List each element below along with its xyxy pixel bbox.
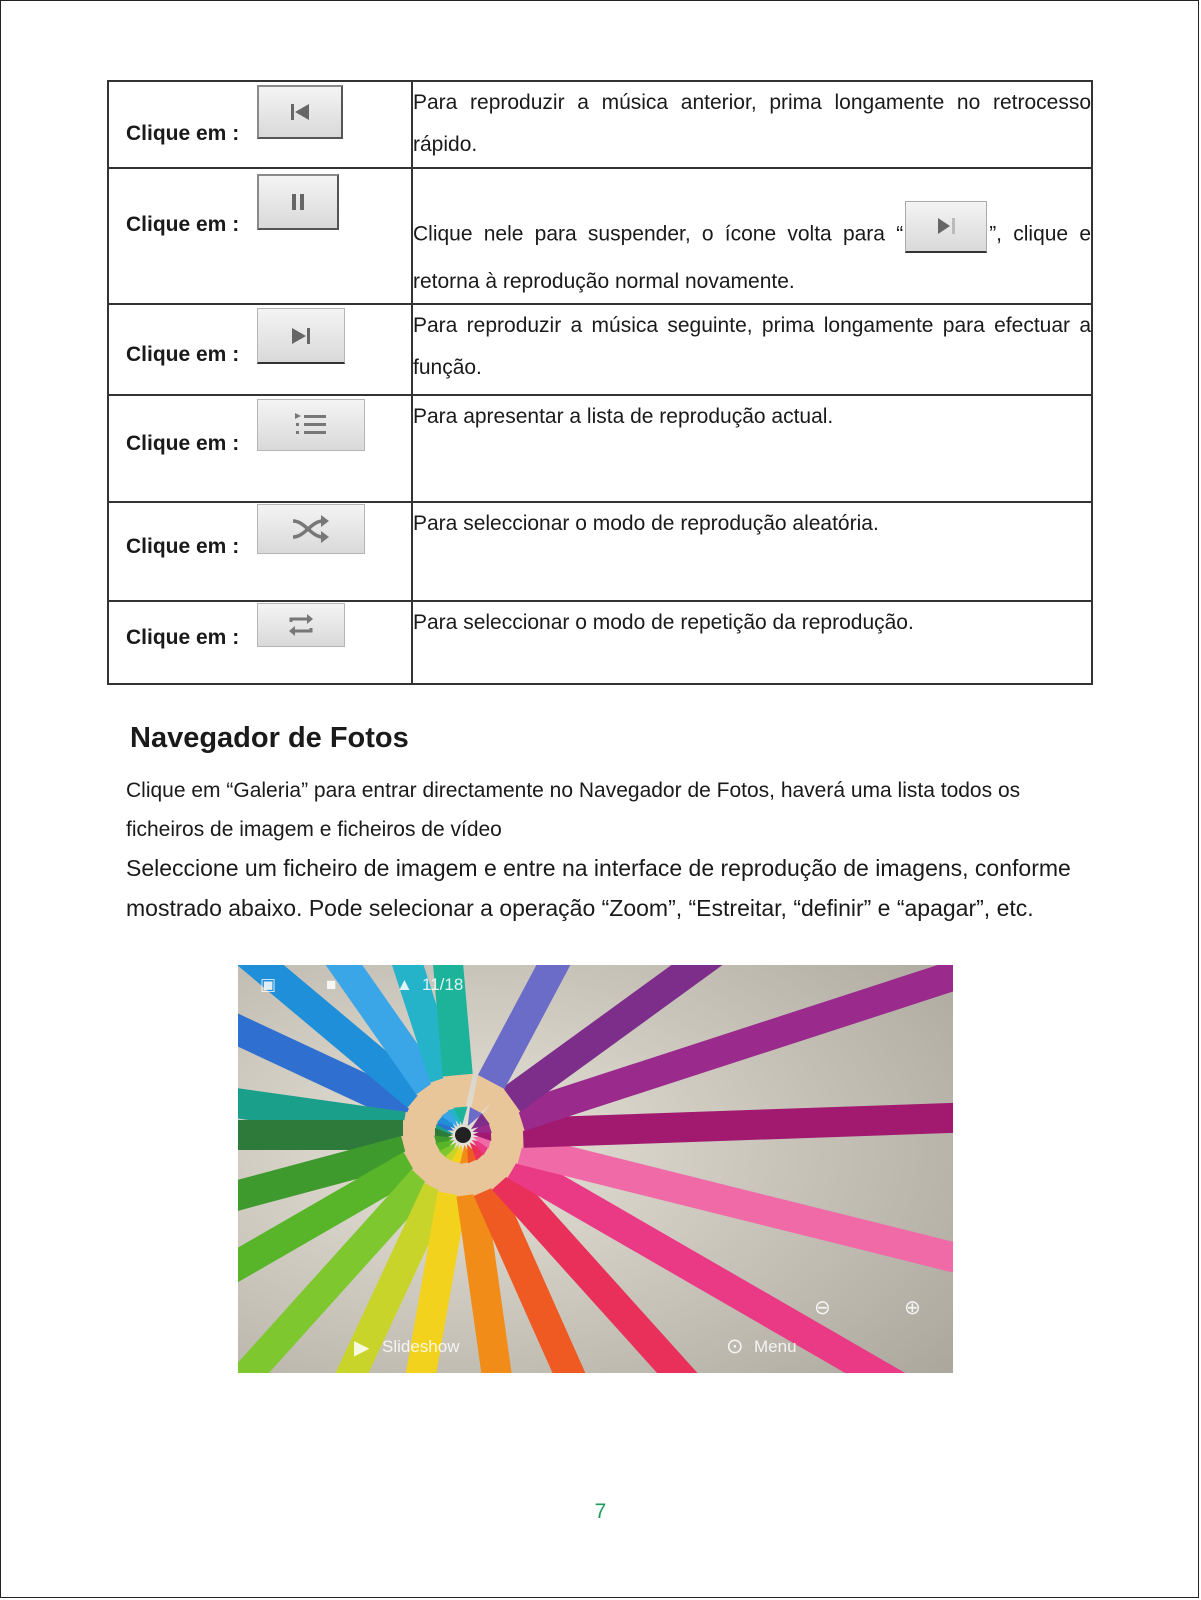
section-title: Navegador de Fotos — [130, 722, 409, 754]
clique-label: Clique em : — [126, 343, 240, 366]
clique-label: Clique em : — [126, 535, 240, 558]
label-cell — [108, 81, 412, 168]
playlist-icon — [257, 399, 365, 451]
description-cell: Para apresentar a lista de reprodução actual. — [412, 395, 1092, 502]
description-text-after: ”, clique e retorna à reprodução normal novamente. — [413, 222, 1091, 293]
clique-label: Clique em : — [126, 213, 240, 236]
controls-table — [107, 80, 1093, 685]
picture-icon: ▲ — [396, 975, 413, 994]
image-counter: 11/18 — [422, 975, 464, 994]
description-cell: Para seleccionar o modo de reprodução aleatória. — [412, 502, 1092, 601]
table-row — [108, 502, 1092, 601]
colored-pencils-photo — [238, 965, 953, 1373]
label-cell — [108, 601, 412, 684]
label-cell — [108, 304, 412, 395]
zoom-out-icon[interactable]: ⊖ — [814, 1297, 831, 1319]
description-cell — [412, 168, 1092, 304]
clique-label: Clique em : — [126, 432, 240, 455]
table-row — [108, 601, 1092, 684]
shuffle-icon — [257, 504, 365, 554]
label-cell — [108, 502, 412, 601]
gallery-icon: ▣ — [260, 975, 277, 994]
slideshow-button[interactable]: Slideshow — [382, 1337, 460, 1356]
zoom-in-icon[interactable]: ⊕ — [904, 1297, 921, 1319]
paragraph-gallery-intro: Clique em “Galeria” para entrar directamente no Navegador de Fotos, haverá uma lista todos os ficheiros de imagem e ficheiros de vídeo — [126, 779, 1021, 841]
table-row — [108, 81, 1092, 168]
play-icon — [905, 201, 987, 253]
menu-button[interactable]: Menu — [754, 1337, 797, 1356]
paragraph-image-interface: Seleccione um ficheiro de imagem e entre na interface de reprodução de imagens, conforme mostrado abaixo. Pode selecionar a operação “Zoom”, “Estreitar, “definir” e “apagar”, etc. — [126, 855, 1071, 921]
label-cell — [108, 168, 412, 304]
skip-next-icon — [257, 308, 345, 364]
description-cell: Para seleccionar o modo de repetição da reprodução. — [412, 601, 1092, 684]
play-icon[interactable]: ▶ — [354, 1337, 370, 1359]
table-row — [108, 304, 1092, 395]
photo-browser-screenshot — [238, 965, 953, 1373]
clique-label: Clique em : — [126, 122, 240, 145]
menu-icon[interactable]: ⊙ — [726, 1335, 744, 1358]
page-number: 7 — [594, 1500, 607, 1523]
skip-previous-icon — [257, 85, 343, 139]
description-cell: Para reproduzir a música anterior, prima longamente no retrocesso rápido. — [412, 81, 1092, 168]
label-cell — [108, 395, 412, 502]
table-row — [108, 395, 1092, 502]
description-text-before: Clique nele para suspender, o ícone volta para “ — [413, 222, 904, 246]
table-row — [108, 168, 1092, 304]
folder-icon: ■ — [326, 975, 337, 994]
clique-label: Clique em : — [126, 626, 240, 649]
description-cell: Para reproduzir a música seguinte, prima longamente para efectuar a função. — [412, 304, 1092, 395]
pause-icon — [257, 174, 339, 230]
repeat-icon — [257, 603, 345, 647]
